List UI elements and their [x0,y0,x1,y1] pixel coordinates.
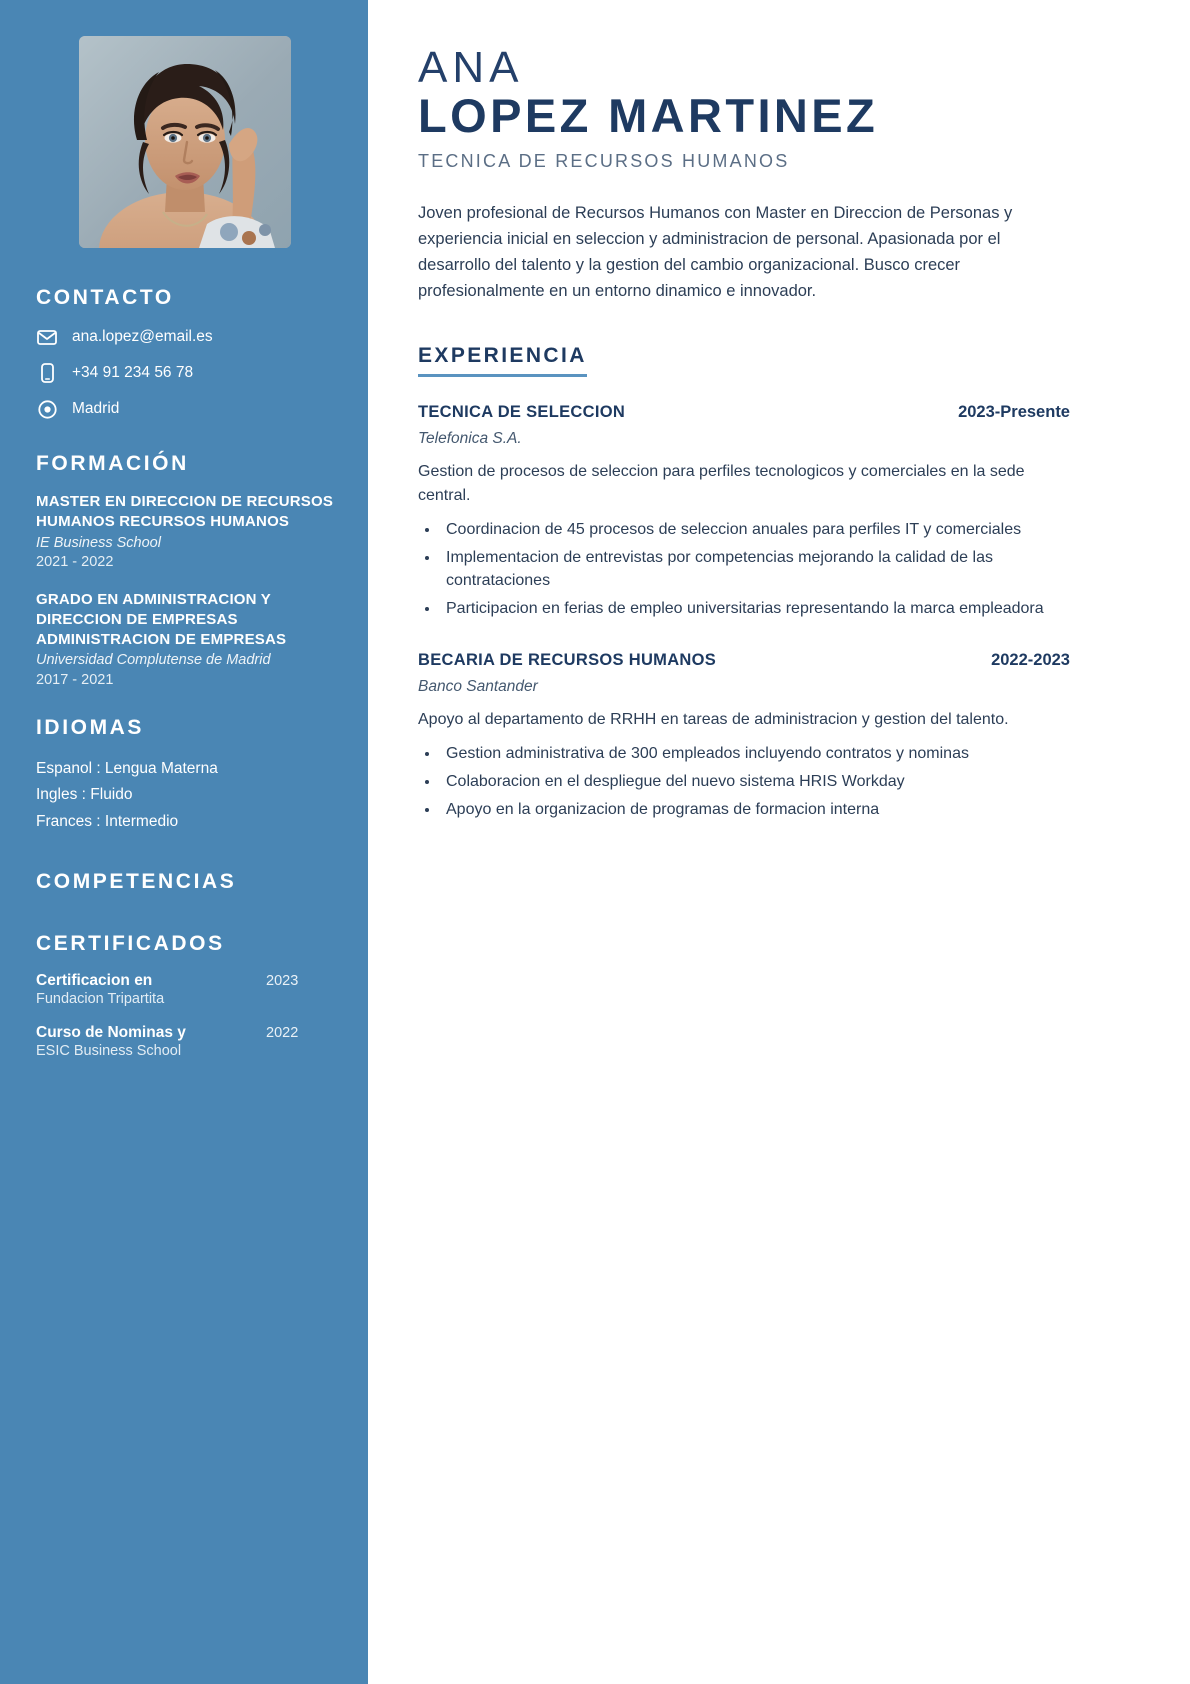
experience-description: Gestion de procesos de seleccion para perfiles tecnologicos y comerciales en la sede central. [418,463,1025,505]
experience-bullet: • Gestion administrativa de 300 empleados incluyendo contratos y nominas [440,742,1070,765]
experience-company: Banco Santander [418,677,538,695]
main-content [368,0,1190,1684]
contact-email[interactable] [36,326,334,348]
education-item [36,590,334,688]
certificate-issuer: ESIC Business School [36,1042,182,1059]
certificate-header [36,972,334,990]
certificate-issuer: Fundacion Tripartita [36,990,165,1007]
phone-icon [36,362,58,384]
certificate-name: Curso de Nominas y [36,1023,186,1041]
contact-phone[interactable] [36,362,334,384]
idiomas-heading: IDIOMAS [36,715,145,739]
experience-header [418,651,1070,670]
contact-location-value: Madrid [72,400,120,417]
first-name: ANA [418,43,524,92]
education-dates: 2021 - 2022 [36,554,114,571]
certificate-name: Certificacion en [36,971,153,989]
experience-item [418,403,1070,620]
experience-dates: 2022-2023 [991,650,1070,669]
education-item [36,492,334,570]
contact-location[interactable] [36,398,334,420]
experience-role: BECARIA DE RECURSOS HUMANOS [418,650,717,669]
section-certificados [36,932,334,1059]
language-item: Ingles : Fluido [36,786,133,804]
profile-summary: Joven profesional de Recursos Humanos con Master en Direccion de Personas y experiencia inicial en seleccion y administracion de personal. Apasionada por el desarrollo del talento y la gestion del cambio organizacional. Busco crecer profesionalmente en un entorno dinamico e innovador. [418,204,1013,301]
last-name: LOPEZ MARTINEZ [418,88,879,142]
sidebar [0,0,368,1684]
formacion-heading: FORMACIÓN [36,452,189,475]
certificate-item [36,1024,334,1059]
profile-photo [79,36,291,248]
experience-bullet: • Coordinacion de 45 procesos de seleccion anuales para perfiles IT y comerciales [440,518,1070,541]
experience-bullets [418,518,1070,620]
section-formacion [36,452,334,688]
contacto-heading: CONTACTO [36,286,174,309]
experiencia-heading: EXPERIENCIA [418,344,587,377]
experience-role: TECNICA DE SELECCION [418,403,626,422]
section-idiomas [36,716,334,836]
section-competencias [36,870,334,894]
experience-bullet: • Participacion en ferias de empleo universitarias representando la marca empleadora [440,597,1070,620]
certificate-header [36,1024,334,1042]
language-item: Frances : Intermedio [36,813,179,831]
contact-email-value: ana.lopez@email.es [72,328,213,345]
contact-phone-value: +34 91 234 56 78 [72,364,194,381]
competencias-heading: COMPETENCIAS [36,869,237,893]
education-degree: MASTER EN DIRECCION DE RECURSOS HUMANOS RECURSOS HUMANOS [36,493,334,530]
experience-header [418,403,1070,422]
certificate-year: 2023 [266,972,299,989]
section-contacto [36,286,334,420]
experience-company: Telefonica S.A. [418,430,522,448]
education-dates: 2017 - 2021 [36,671,114,688]
job-title: TECNICA DE RECURSOS HUMANOS [418,151,790,172]
experience-item [418,651,1070,821]
location-pin-icon [36,398,58,420]
experience-dates: 2023-Presente [958,403,1070,422]
language-item: Espanol : Lengua Materna [36,759,218,777]
education-school: Universidad Complutense de Madrid [36,652,271,669]
experience-description: Apoyo al departamento de RRHH en tareas de administracion y gestion del talento. [418,710,1009,728]
envelope-icon [36,326,58,348]
certificate-item [36,972,334,1007]
experience-bullets [418,742,1070,821]
portrait-image [79,36,291,248]
experience-bullet: • Apoyo en la organizacion de programas de formacion interna [440,798,1070,821]
experience-bullet: • Implementacion de entrevistas por competencias mejorando la calidad de las contrataciones [440,546,1070,592]
education-degree: GRADO EN ADMINISTRACION Y DIRECCION DE EMPRESAS ADMINISTRACION DE EMPRESAS [36,591,287,648]
certificados-heading: CERTIFICADOS [36,931,225,955]
certificate-year: 2022 [266,1024,299,1041]
education-school: IE Business School [36,534,161,551]
experience-bullet: • Colaboracion en el despliegue del nuevo sistema HRIS Workday [440,770,1070,793]
